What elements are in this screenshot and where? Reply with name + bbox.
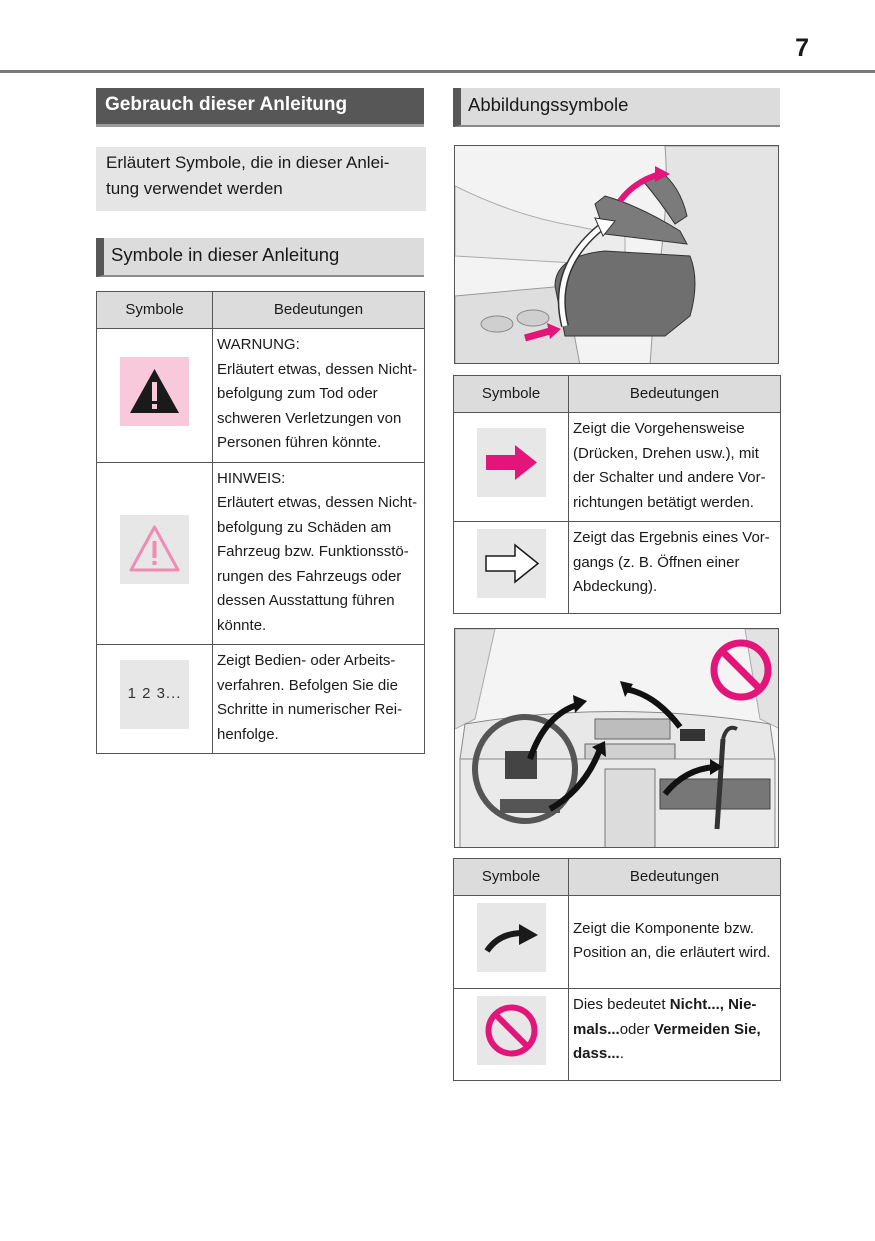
text-line: gangs (z. B. Öffnen einer <box>573 553 740 571</box>
intro-line-2: tung verwendet werden <box>106 179 283 198</box>
result-arrow-icon <box>477 529 546 598</box>
text-plain: . <box>619 1045 624 1062</box>
text-line: Erläutert etwas, dessen Nicht- <box>217 494 418 511</box>
text-line <box>573 1042 776 1067</box>
prohibition-icon <box>477 996 546 1065</box>
text-line: Erläutert etwas, dessen Nicht- <box>217 360 418 378</box>
text-bold: Vermeiden Sie, <box>653 1020 761 1038</box>
column-header-meanings: Bedeutungen <box>569 376 781 413</box>
text-plain: Dies bedeutet <box>573 996 670 1013</box>
text-bold: Nicht..., Nie- <box>669 996 757 1013</box>
table-row <box>454 989 781 1081</box>
table-row <box>97 462 425 645</box>
steps-icon-text: 1 2 3... <box>127 685 182 703</box>
column-header-symbols: Symbole <box>97 292 213 329</box>
intro-line-1: Erläutert Symbole, die in dieser Anlei- <box>106 153 390 172</box>
caution-label: HINWEIS: <box>217 469 286 487</box>
armrest-illustration <box>454 145 779 364</box>
text-line: henfolge. <box>217 725 279 743</box>
table-row <box>454 413 781 522</box>
text-line: Abdeckung). <box>573 578 658 595</box>
text-line: der Schalter und andere Vor- <box>573 469 766 486</box>
text-plain: oder <box>619 1020 654 1038</box>
section-title-right: Abbildungssymbole <box>453 88 780 127</box>
text-line: Zeigt Bedien- oder Arbeits- <box>217 652 396 669</box>
dashboard-illustration <box>454 628 779 848</box>
text-line <box>573 993 776 1018</box>
symbols-table-illustration-2 <box>453 858 781 1081</box>
text-bold: mals... <box>573 1020 620 1038</box>
table-row <box>97 645 425 754</box>
subsection-title: Symbole in dieser Anleitung <box>96 238 424 277</box>
text-bold: dass... <box>573 1045 620 1062</box>
text-line: rungen des Fahrzeugs oder <box>217 567 402 585</box>
text-line: Position an, die erläutert wird. <box>573 944 771 961</box>
text-line: Fahrzeug bzw. Funktionsstö- <box>217 543 409 560</box>
text-line: Zeigt das Ergebnis eines Vor- <box>573 529 770 546</box>
section-title-left: Gebrauch dieser Anleitung <box>96 88 424 127</box>
intro-box <box>96 147 426 211</box>
text-line: dessen Ausstattung führen <box>217 592 395 609</box>
text-line: Zeigt die Vorgehensweise <box>573 420 745 437</box>
text-line: schweren Verletzungen von <box>217 409 402 427</box>
table-row <box>454 896 781 989</box>
text-line: (Drücken, Drehen usw.), mit <box>573 444 759 462</box>
column-header-meanings: Bedeutungen <box>213 292 425 329</box>
column-header-meanings: Bedeutungen <box>569 859 781 896</box>
table-row <box>454 522 781 614</box>
text-line: befolgung zu Schäden am <box>217 518 392 536</box>
text-line: könnte. <box>217 616 267 634</box>
steps-icon <box>120 660 189 729</box>
text-line: verfahren. Befolgen Sie die <box>217 676 398 694</box>
symbols-table <box>96 291 425 754</box>
top-divider <box>0 70 875 73</box>
column-header-symbols: Symbole <box>454 859 569 896</box>
caution-triangle-icon <box>120 515 189 584</box>
text-line: Schritte in numerischer Rei- <box>217 701 403 718</box>
warning-triangle-icon <box>120 357 189 426</box>
page-number: 7 <box>795 34 809 62</box>
warning-label: WARNUNG: <box>217 336 300 353</box>
table-row <box>97 329 425 463</box>
text-line: Personen führen könnte. <box>217 434 382 451</box>
column-header-symbols: Symbole <box>454 376 569 413</box>
text-line: befolgung zum Tod oder <box>217 385 378 402</box>
pointer-arrow-icon <box>477 903 546 972</box>
text-line: Zeigt die Komponente bzw. <box>573 919 754 937</box>
action-arrow-icon <box>477 428 546 497</box>
text-line <box>573 1018 776 1043</box>
symbols-table-illustration-1 <box>453 375 781 614</box>
text-line: richtungen betätigt werden. <box>573 493 754 511</box>
